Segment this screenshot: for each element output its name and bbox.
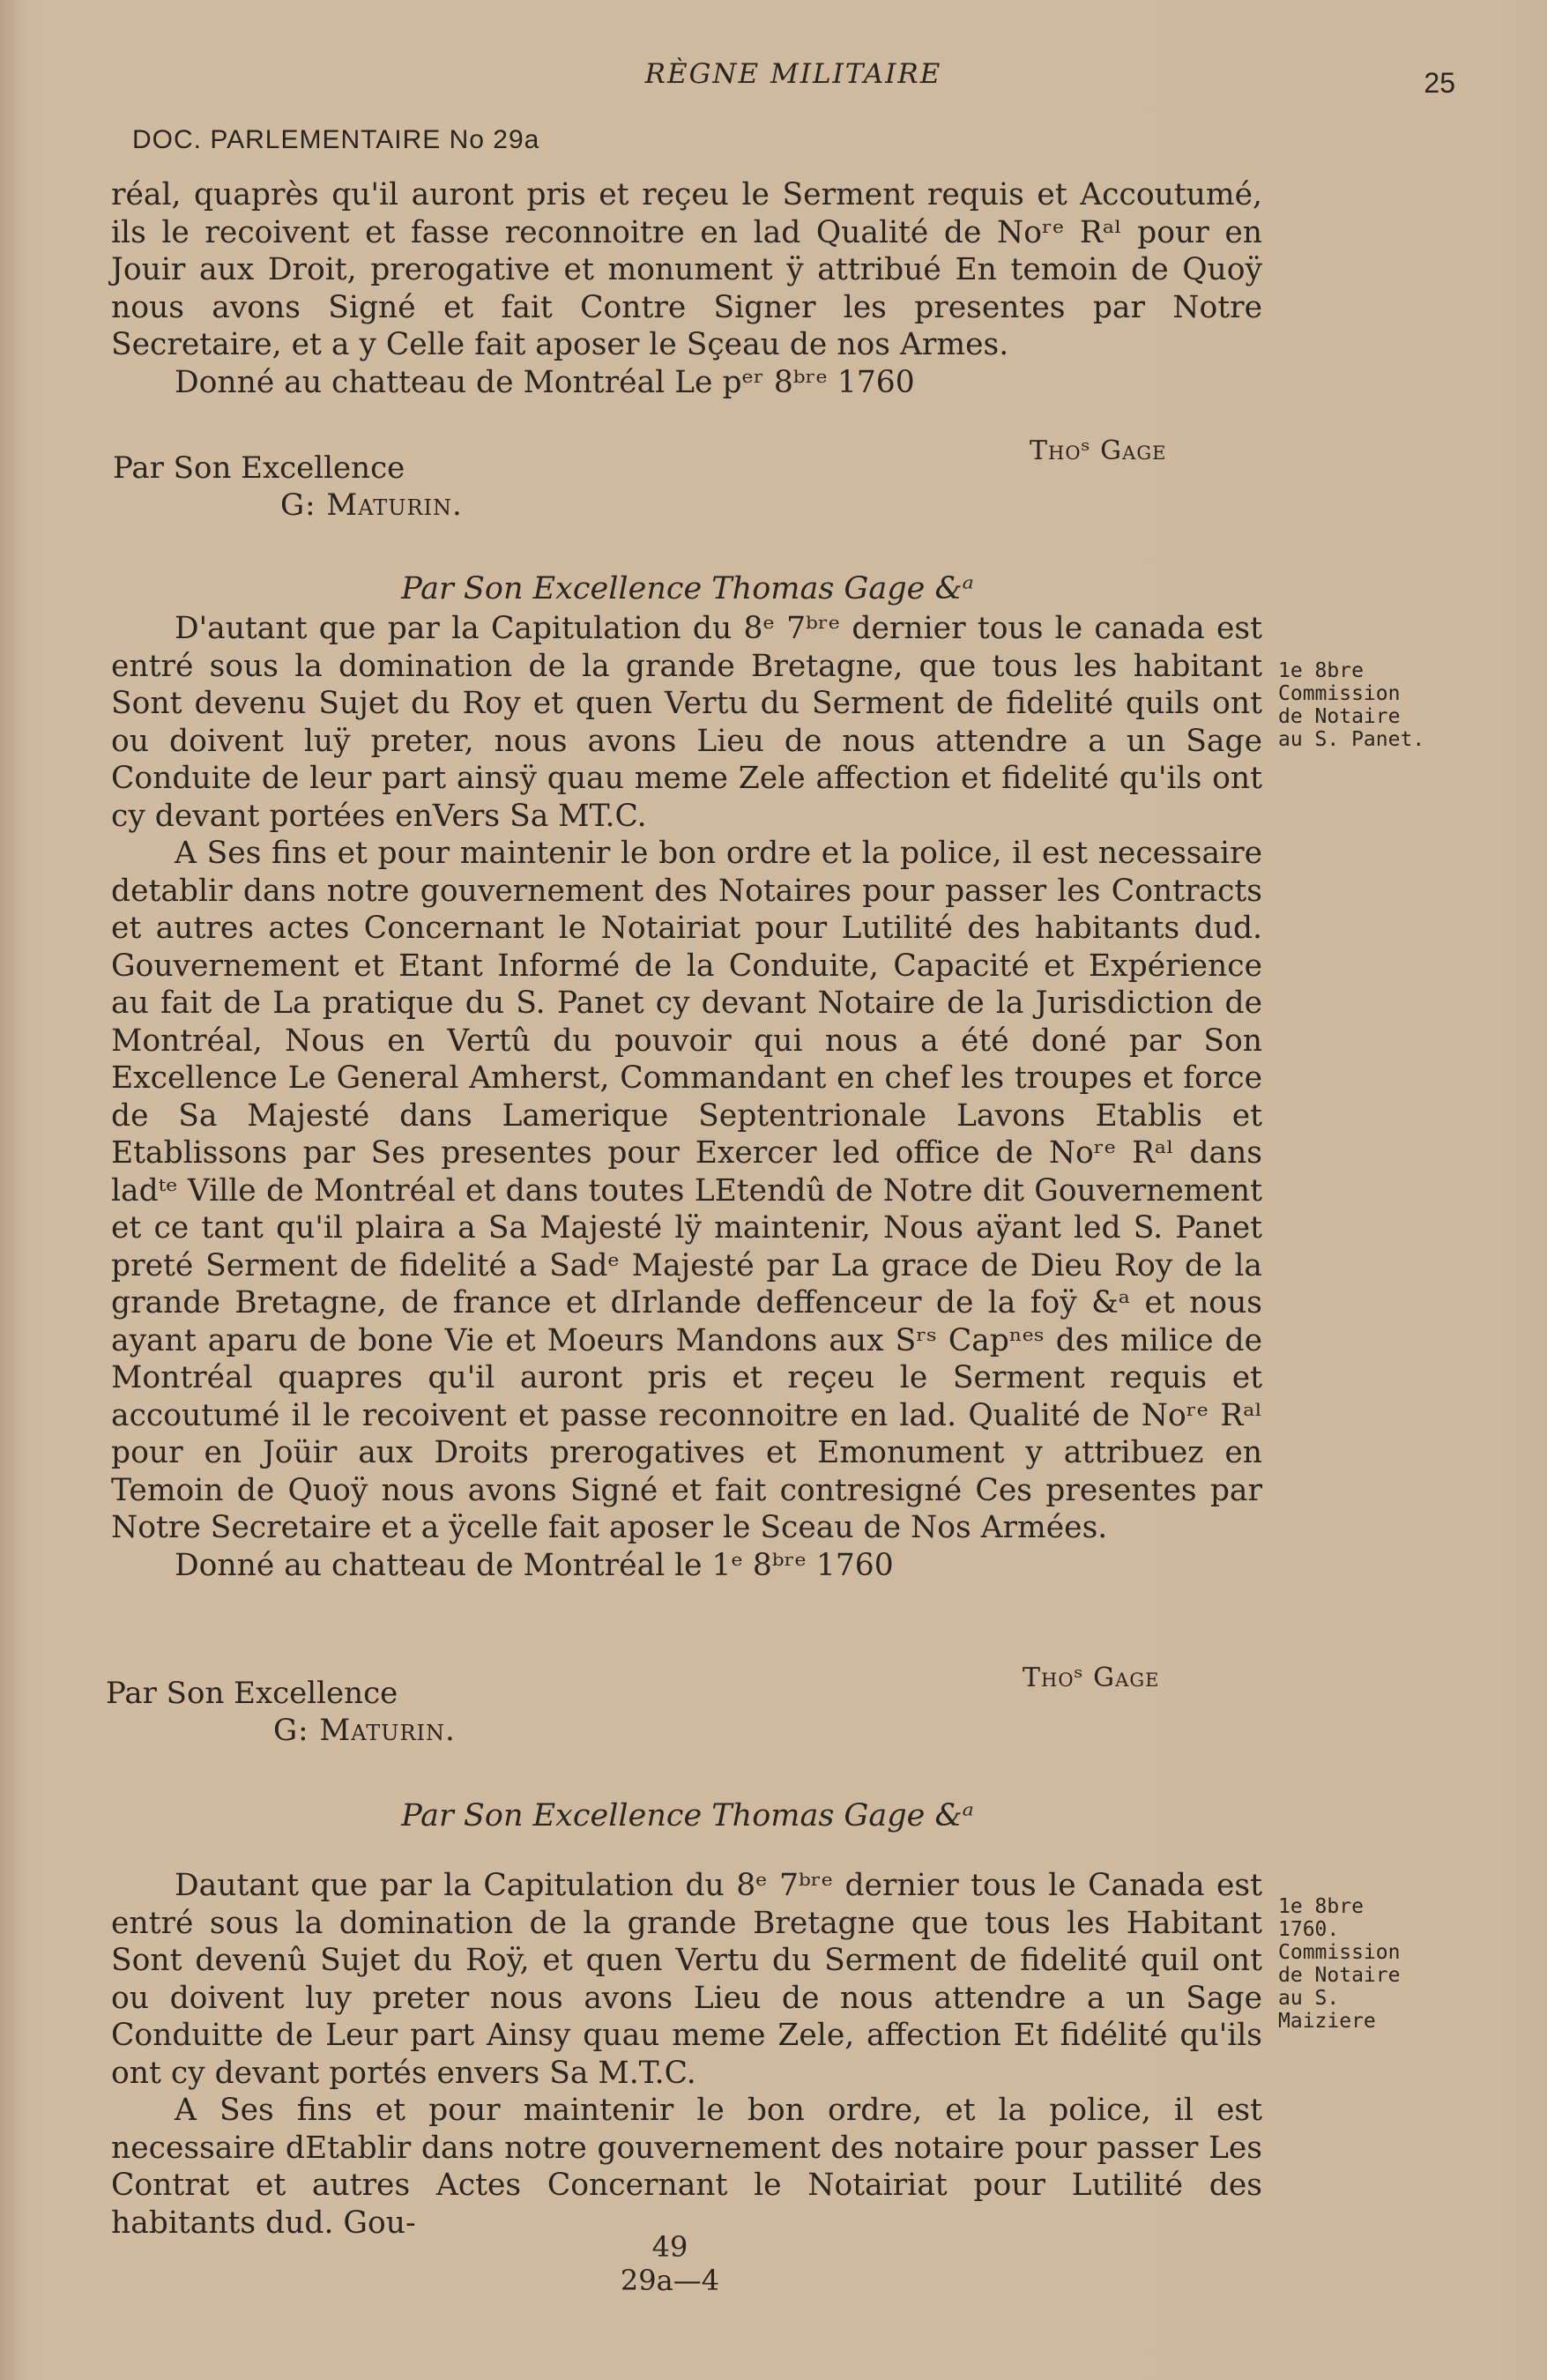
margin-note-line: Commission — [1278, 1941, 1401, 1964]
paragraph: A Ses fins et pour maintenir le bon ordre et la police, il est necessaire detablir dans notre gouvernement des Notaires pour passer les Contracts et autres actes Concernant le Notairiat pour Lutilité des habitants dud. Gouvernement et Etant Informé de la Conduite, Capacité et Expérience au fait de La pratique du S. Panet cy devant Notaire de la Jurisdiction de Montréal, Nous en Vertû du pouvoir qui nous a été doné par Son Excellence Le General Amherst, Commandant en chef les troupes et force de Sa Majesté dans Lamerique Septentrionale Lavons Etablis et Etablissons par Ses presentes pour Exercer led office de Noʳᵉ Rᵃˡ dans ladᵗᵉ Ville de Montréal et dans toutes LEtendû de Notre dit Gouvernement et ce tant qu'il plaira a Sa Majesté lÿ maintenir, Nous aÿant led S. Panet preté Serment de fidelité a Sadᵉ Majesté par La grace de Dieu Roy de la grande Bretagne, de france et dIrlande deffenceur de la foÿ &ᵃ et nous ayant aparu de bone Vie et Moeurs Mandons aux Sʳˢ Capⁿᵉˢ des milice de Montréal quapres qu'il auront pris et reçeu le Serment requis et accoutumé il le recoivent et passe reconnoitre en lad. Qualité de Noʳᵉ Rᵃˡ pour en Joüir aux Droits prerogatives et Emonument y attribuez en Temoin de Quoÿ nous avons Signé et fait contresigné Ces presentes par Notre Secretaire et a ÿcelle fait aposer le Sceau de Nos Armées. — [111, 836, 1262, 1545]
signature-code: 29a—4 — [620, 2264, 720, 2297]
margin-note-line: Maiziere — [1278, 2010, 1376, 2033]
commission-2-text — [111, 610, 1262, 1584]
margin-note-line: au S. Panet. — [1278, 728, 1425, 751]
paragraph: Dautant que par la Capitulation du 8ᵉ 7ᵇʳᵉ dernier tous le Canada est entré sous la domination de la grande Bretagne que tous les Habitant Sont devenû Sujet du Roÿ, et quen Vertu du Serment de fidelité quil ont ou doivent luy preter nous avons Lieu de nous attendre a un Sage Conduitte de Leur part Ainsy quau meme Zele, affection Et fidélité qu'ils ont cy devant portés envers Sa M.T.C. — [111, 1868, 1262, 2091]
signature-label: Par Son Excellence — [113, 450, 405, 486]
signature-block — [106, 1675, 456, 1749]
dated-line: Donné au chatteau de Montréal Le pᵉʳ 8ᵇʳᵉ 1760 — [175, 364, 915, 400]
signature-gage: Thoˢ Gage — [1023, 1662, 1160, 1693]
margin-note — [1278, 1895, 1446, 2033]
document-label: DOC. PARLEMENTAIRE No 29a — [132, 125, 540, 154]
margin-note-line: 1e 8bre — [1278, 659, 1364, 682]
paragraph: A Ses fins et pour maintenir le bon ordre, et la police, il est necessaire dEtablir dans notre gouvernement des notaire pour passer Les Contrat et autres Actes Concernant le Notairiat pour Lutilité des habitants dud. Gou- — [111, 2093, 1262, 2241]
paragraph: réal, quaprès qu'il auront pris et reçeu le Serment requis et Accoutumé, ils le recoivent et fasse reconnoitre en lad Qualité de Noʳᵉ Rᵃˡ pour en Jouir aux Droit, prerogative et monument ÿ attribué En temoin de Quoÿ nous avons Signé et fait Contre Signer les presentes par Notre Secretaire, et a y Celle fait aposer le Sçeau de nos Armes. — [111, 177, 1262, 362]
margin-note-line: Commission — [1278, 682, 1401, 705]
page-number: 25 — [1424, 67, 1455, 99]
secretary-signature: G: Maturin. — [273, 1713, 456, 1748]
signature-label: Par Son Excellence — [106, 1676, 398, 1711]
signature-gage: Thoˢ Gage — [1030, 435, 1167, 466]
commission-1-text — [111, 176, 1262, 401]
secretary-signature: G: Maturin. — [280, 487, 463, 523]
margin-note — [1278, 659, 1446, 751]
margin-note-line: de Notaire — [1278, 1964, 1401, 1987]
dated-line: Donné au chatteau de Montréal le 1ᵉ 8ᵇʳᵉ 1760 — [175, 1547, 894, 1583]
margin-note-line: de Notaire — [1278, 705, 1401, 728]
paragraph: D'autant que par la Capitulation du 8ᵉ 7ᵇʳᵉ dernier tous le canada est entré sous la domination de la grande Bretagne, que tous les habitant Sont devenu Sujet du Roy et quen Vertu du Serment de fidelité quils ont ou doivent luÿ preter, nous avons Lieu de nous attendre a un Sage Conduite de leur part ainsÿ quau meme Zele affection et fidelité qu'ils ont cy devant portées enVers Sa MT.C. — [111, 611, 1262, 834]
signature-block — [113, 450, 463, 524]
running-title: RÈGNE MILITAIRE — [644, 58, 942, 90]
margin-note-line: 1e 8bre — [1278, 1895, 1364, 1918]
margin-note-line: 1760. — [1278, 1918, 1340, 1941]
commission-3-text — [111, 1867, 1262, 2242]
section-heading: Par Son Excellence Thomas Gage &ᵃ — [401, 571, 974, 606]
margin-note-line: au S. — [1278, 1987, 1340, 2010]
sheet-number: 49 — [651, 2230, 688, 2264]
section-heading: Par Son Excellence Thomas Gage &ᵃ — [401, 1798, 974, 1833]
